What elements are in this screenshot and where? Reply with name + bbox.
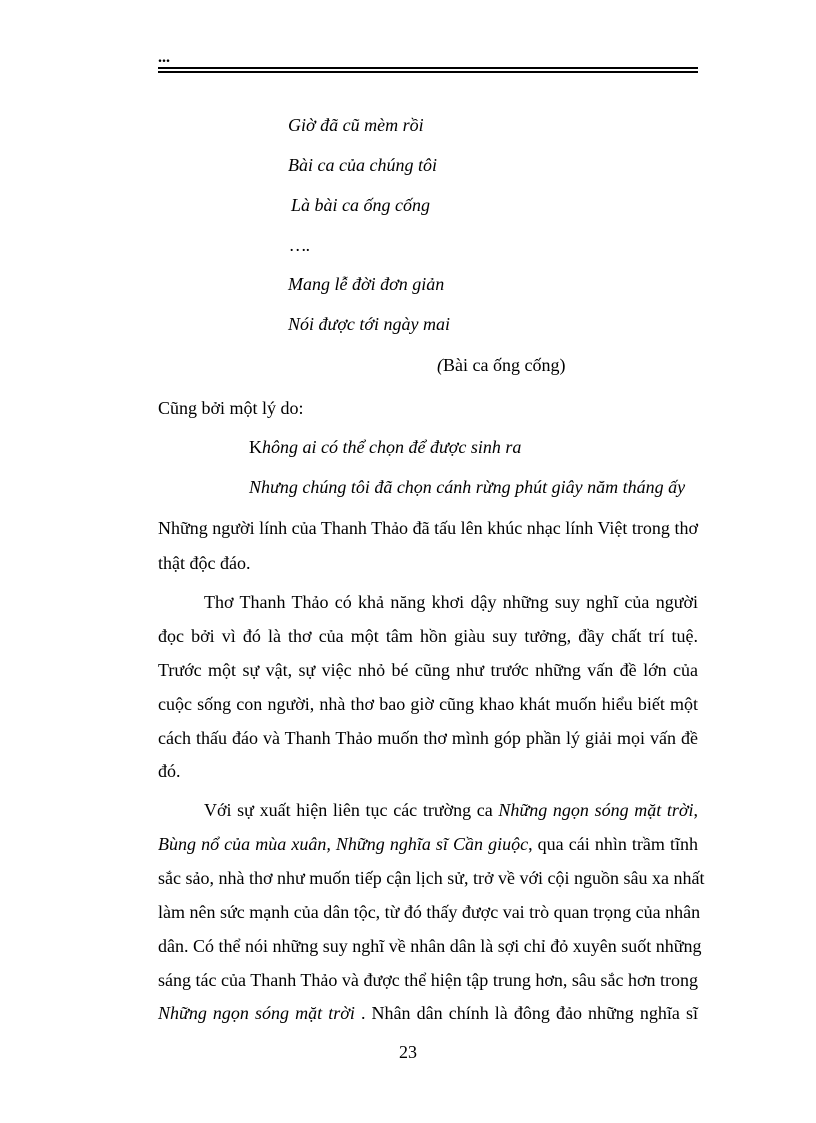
paragraph-line: Những người lính của Thanh Thảo đã tấu lên khúc nhạc lính Việt trong thơ <box>158 518 698 538</box>
header-rule-bottom <box>158 71 698 73</box>
poem1-citation <box>437 354 565 376</box>
paragraph-line: đó. <box>158 761 181 781</box>
para3-text: Với sự xuất hiện liên tục các trường ca <box>204 800 493 820</box>
poem1-line: Giờ đã cũ mèm rồi <box>288 115 424 135</box>
header-rule-top <box>158 67 698 69</box>
page-number: 23 <box>399 1042 417 1062</box>
para3-text: , qua cái nhìn trầm tĩnh <box>528 834 698 854</box>
paragraph-line: Thơ Thanh Thảo có khả năng khơi dậy những suy nghĩ của người <box>204 592 698 612</box>
paragraph-line: cách thấu đáo và Thanh Thảo muốn thơ mình góp phần lý giải mọi vấn đề <box>158 728 698 748</box>
poem2-line <box>249 436 521 458</box>
paragraph-line: làm nên sức mạnh của dân tộc, từ đó thấy được vai trò quan trọng của nhân <box>158 902 701 922</box>
poem1-line: Mang lễ đời đơn giản <box>288 274 445 294</box>
paragraph-line: sắc sảo, nhà thơ như muốn tiếp cận lịch sử, trở về với cội nguồn sâu xa nhất <box>158 868 705 888</box>
citation-paren: ( <box>437 355 443 375</box>
poem1-line: Là bài ca ống cống <box>291 195 430 215</box>
poem2-line1-rest: hông ai có thể chọn để được sinh ra <box>262 437 522 457</box>
work-title: Những ngọn sóng mặt trời <box>158 1003 355 1023</box>
para3-text: . Nhân dân chính là đông đảo những nghĩa sĩ <box>360 1003 699 1023</box>
header-ellipsis: ... <box>158 49 170 66</box>
paragraph-line <box>158 1002 698 1024</box>
paragraph-line: dân. Có thể nói những suy nghĩ về nhân dân là sợi chỉ đỏ xuyên suốt những <box>158 936 702 956</box>
work-titles: Bùng nổ của mùa xuân, Những nghĩa sĩ Cần giuộc <box>158 834 529 854</box>
paragraph-line: sáng tác của Thanh Thảo và được thể hiện tập trung hơn, sâu sắc hơn trong <box>158 970 698 990</box>
poem1-ellipsis: …. <box>290 235 311 255</box>
para3-punct: , <box>693 800 699 820</box>
poem1-line: Nói được tới ngày mai <box>288 314 451 334</box>
paragraph-line: cuộc sống con người, nhà thơ bao giờ cũng khao khát muốn hiểu biết một <box>158 694 698 714</box>
work-title: Những ngọn sóng mặt trời <box>498 800 694 820</box>
paragraph-line: thật độc đáo. <box>158 553 251 573</box>
paragraph-line: Trước một sự vật, sự việc nhỏ bé cũng như trước những vấn đề lớn của <box>158 660 698 680</box>
paragraph-line <box>204 799 698 821</box>
poem2-initial: K <box>249 437 262 457</box>
intro-line: Cũng bởi một lý do: <box>158 398 304 418</box>
poem1-line: Bài ca của chúng tôi <box>288 155 437 175</box>
paragraph-line <box>158 833 698 855</box>
paragraph-line: đọc bởi vì đó là thơ của một tâm hồn giàu suy tưởng, đầy chất trí tuệ. <box>158 626 698 646</box>
poem2-line: Nhưng chúng tôi đã chọn cánh rừng phút giây năm tháng ấy <box>249 477 686 497</box>
citation-title: Bài ca ống cống) <box>443 355 566 375</box>
